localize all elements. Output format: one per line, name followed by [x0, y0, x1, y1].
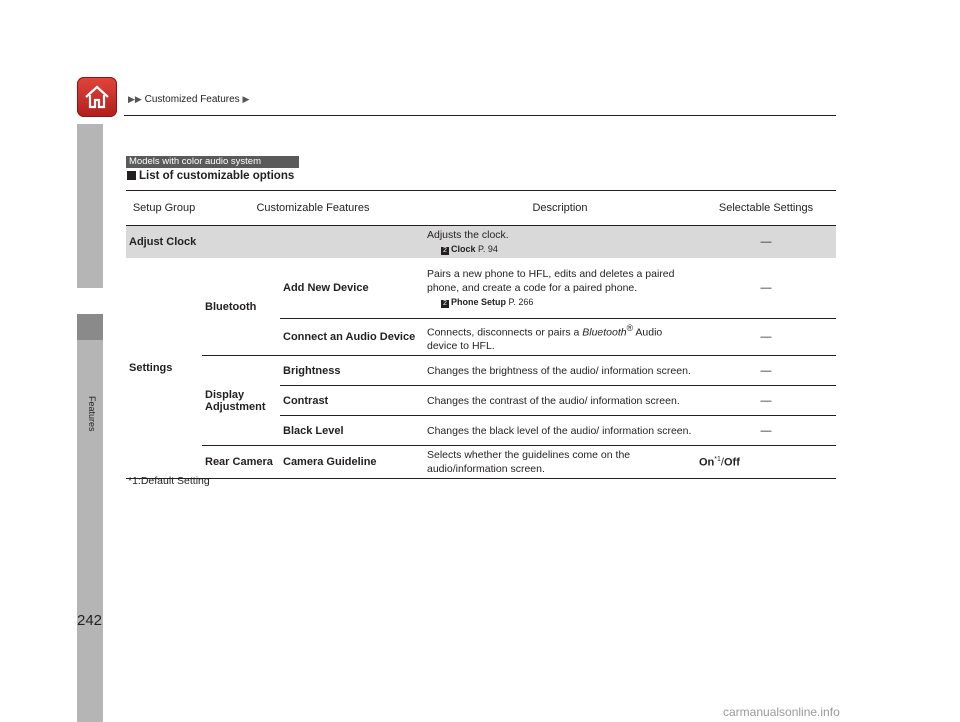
watermark: carmanualsonline.info: [723, 705, 840, 719]
section-heading-text: List of customizable options: [139, 170, 295, 182]
description-cell: Changes the brightness of the audio/ information screen.: [424, 356, 696, 386]
description-bluetooth: Bluetooth: [582, 326, 627, 338]
feature-camera-guideline: Camera Guideline: [280, 446, 424, 479]
setting-off: Off: [723, 456, 740, 469]
feature-add-new-device: Add New Device: [280, 258, 424, 318]
settings-cell: —: [696, 318, 836, 356]
sidebar-section-label: Features: [87, 396, 97, 432]
home-icon: [83, 83, 111, 111]
setting-separator: /: [720, 456, 724, 469]
settings-cell: —: [696, 416, 836, 446]
xref-clock-link[interactable]: [441, 242, 693, 256]
setting-on: On: [699, 456, 715, 469]
header-selectable-settings: Selectable Settings: [696, 191, 836, 226]
models-tag: Models with color audio system: [126, 156, 299, 168]
section-heading: [127, 170, 294, 182]
settings-cell: —: [696, 386, 836, 416]
feature-black-level: Black Level: [280, 416, 424, 446]
xref-label: Clock: [451, 244, 476, 254]
breadcrumb-link-customized-features[interactable]: Customized Features: [144, 94, 240, 105]
table-row: [126, 356, 836, 386]
settings-cell: —: [696, 226, 836, 259]
header-customizable-features: Customizable Features: [202, 191, 424, 226]
xref-page: P. 94: [478, 244, 498, 254]
xref-icon: 2: [441, 300, 449, 308]
description-cell: [424, 226, 696, 259]
header-description: Description: [424, 191, 696, 226]
feature-connect-audio-device: Connect an Audio Device: [280, 318, 424, 356]
settings-cell: —: [696, 258, 836, 318]
xref-icon: 2: [441, 247, 449, 255]
header-setup-group: Setup Group: [126, 191, 202, 226]
description-text: Adjusts the clock.: [427, 229, 509, 241]
breadcrumb-arrows: ▶▶: [128, 94, 142, 104]
description-cell: Changes the black level of the audio/ information screen.: [424, 416, 696, 446]
footnote: *1:Default Setting: [128, 475, 210, 487]
header-divider: [124, 115, 836, 116]
description-cell: [424, 318, 696, 356]
subgroup-bluetooth: Bluetooth: [202, 258, 280, 356]
bullet-square-icon: [127, 171, 136, 180]
xref-label: Phone Setup: [451, 296, 507, 307]
footnote-ref: *1: [714, 455, 721, 463]
options-table: [126, 190, 836, 479]
settings-cell: [696, 446, 836, 479]
table-row: [126, 258, 836, 318]
table-row: [126, 446, 836, 479]
description-text: Connects, disconnects or pairs a: [427, 326, 583, 338]
settings-cell: —: [696, 356, 836, 386]
subgroup-display-adjustment: Display Adjustment: [202, 356, 280, 446]
group-adjust-clock: Adjust Clock: [126, 226, 424, 259]
sidebar-tab-upper: [77, 124, 103, 288]
description-cell: Selects whether the guidelines come on the audio/information screen.: [424, 446, 696, 479]
group-settings: Settings: [126, 258, 202, 479]
table-row: [126, 226, 836, 259]
breadcrumb[interactable]: [128, 94, 249, 105]
table-header-row: [126, 191, 836, 226]
registered-mark: ®: [626, 322, 634, 333]
description-text: Audio device to HFL.: [427, 326, 663, 352]
description-text: Pairs a new phone to HFL, edits and deletes a paired phone, and create a code for a paired phone.: [427, 267, 675, 294]
xref-page: P. 266: [508, 296, 534, 307]
breadcrumb-arrow: ▶: [242, 94, 250, 104]
page-number: 242: [77, 612, 103, 629]
description-cell: Changes the contrast of the audio/ information screen.: [424, 386, 696, 416]
sidebar-tab-active[interactable]: [77, 314, 103, 340]
home-button[interactable]: [77, 77, 117, 117]
feature-brightness: Brightness: [280, 356, 424, 386]
subgroup-rear-camera: Rear Camera: [202, 446, 280, 479]
description-cell: [424, 258, 696, 318]
feature-contrast: Contrast: [280, 386, 424, 416]
xref-phone-setup-link[interactable]: [441, 295, 693, 309]
